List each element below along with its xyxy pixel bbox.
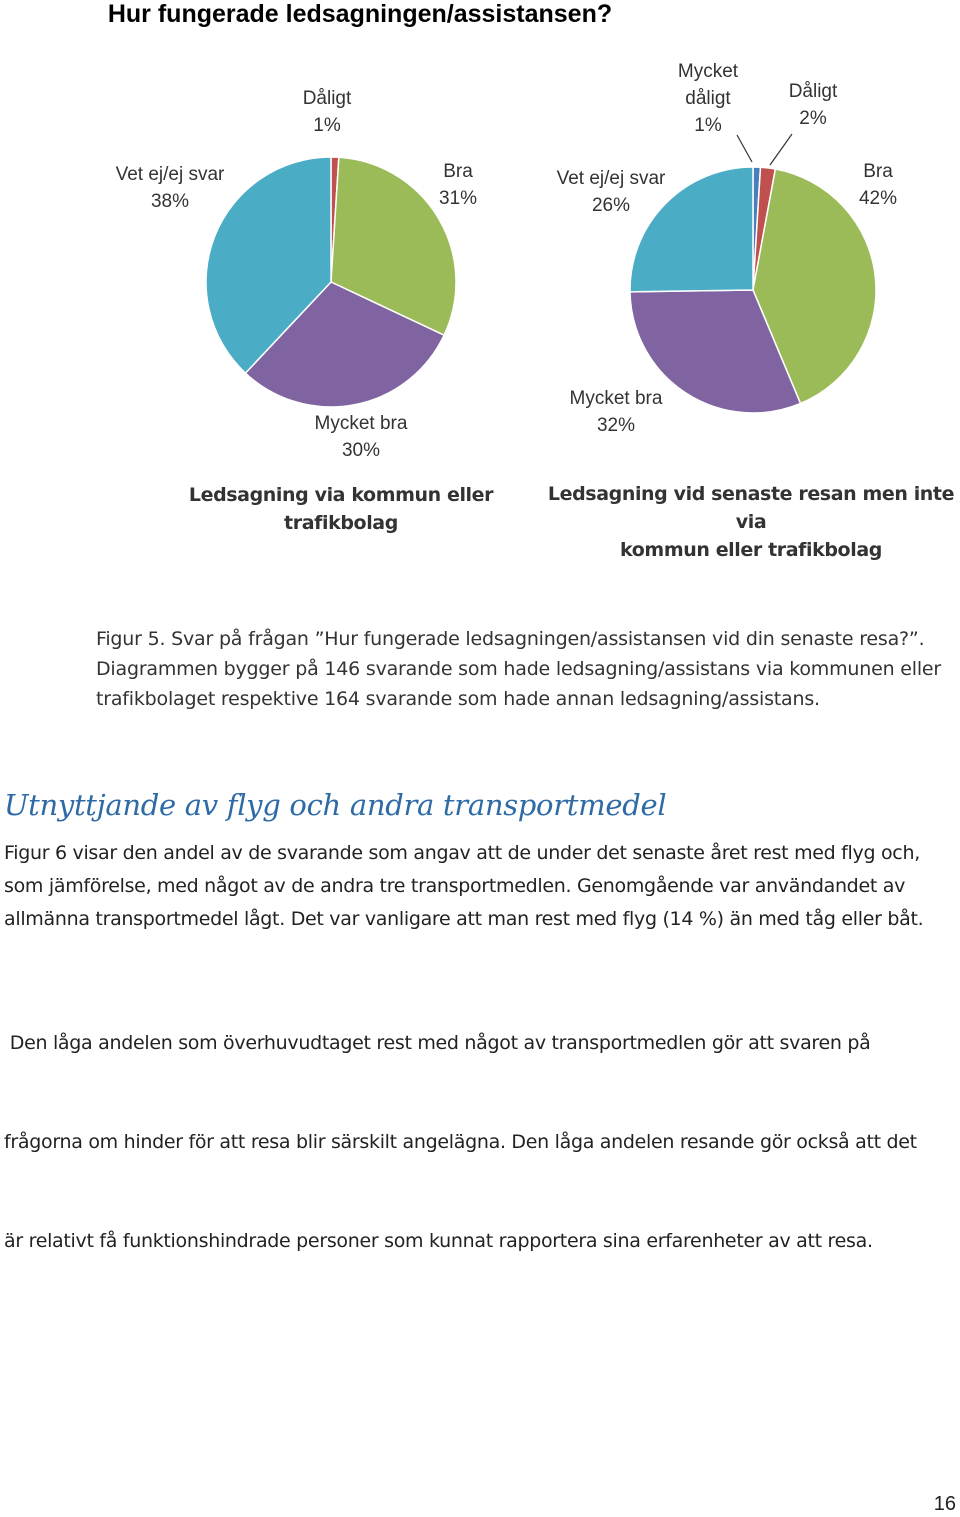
chart-title-annan: Ledsagning vid senaste resan men inte via kommun eller trafikbolag xyxy=(547,483,955,561)
page-number: 16 xyxy=(933,1493,956,1515)
label-c1-vet-ej: Vet ej/ej svar 38% xyxy=(115,164,225,212)
label-c2-bra: Bra 42% xyxy=(858,161,898,209)
leader-line-mycket-daligt xyxy=(737,135,752,162)
label-c1-bra: Bra 31% xyxy=(438,161,478,209)
figure-caption: Figur 5. Svar på frågan ”Hur fungerade ledsagningen/assistansen vid din senaste resa?”. Diagrammen bygger på 146 svarande som hade ledsagning/assistans via kommunen eller trafikbolaget respektive 164 svarande som hade annan ledsagning/assistans. xyxy=(96,628,942,710)
paragraph-2: Den låga andelen som överhuvudtaget rest med något av transportmedlen gör att svaren på frågorna om hinder för att resa blir särskilt angelägna. Den låga andelen resande gör också att det är relativt få funktionshindrade personer som kunnat rapportera sina erfarenheter av att resa. xyxy=(4,1032,917,1252)
label-c2-daligt: Dåligt 2% xyxy=(788,81,838,129)
label-c2-mycket-bra: Mycket bra 32% xyxy=(569,388,663,436)
section-heading: Utnyttjande av flyg och andra transportmedel xyxy=(4,788,667,822)
label-c2-mycket-daligt: Mycket dåligt 1% xyxy=(677,61,739,136)
paragraph-1: Figur 6 visar den andel av de svarande som angav att de under det senaste året rest med flyg och, som jämförelse, med något av de andra tre transportmedlen. Genomgående var användandet av allmänna transportmedel lågt. Det var vanligare att man rest med flyg (14 %) än med tåg eller båt. xyxy=(4,842,924,930)
leader-line-daligt xyxy=(770,134,792,165)
label-c1-daligt: Dåligt 1% xyxy=(302,88,352,136)
label-c2-vet-ej: Vet ej/ej svar 26% xyxy=(556,168,666,216)
chart-main-title: Hur fungerade ledsagningen/assistansen? xyxy=(107,0,613,28)
label-c1-mycket-bra: Mycket bra 30% xyxy=(314,413,408,461)
chart-title-kommun: Ledsagning via kommun eller trafikbolag xyxy=(188,484,494,534)
